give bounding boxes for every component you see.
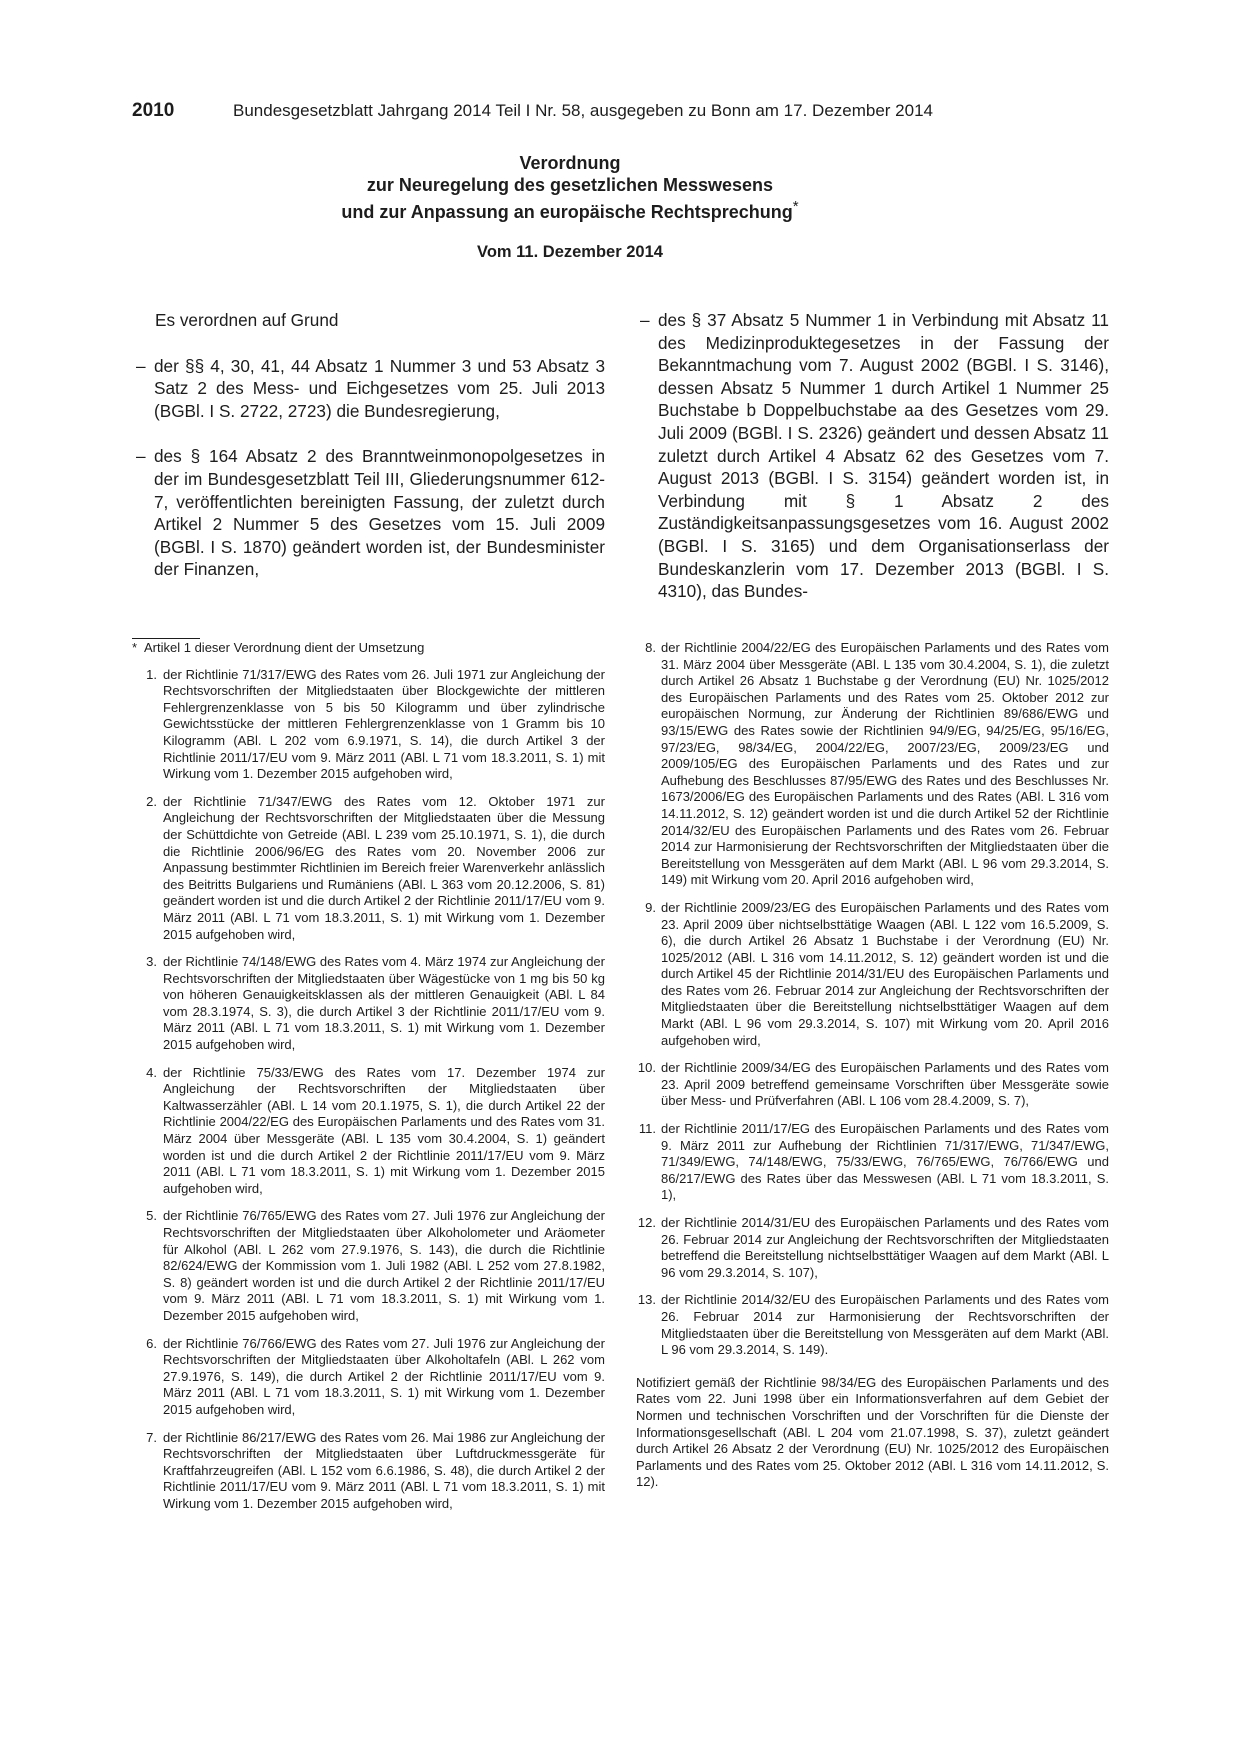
footnote-item: [636, 1060, 1109, 1110]
footnote-item: [132, 667, 605, 783]
footnote-item-number: 2.: [146, 793, 157, 809]
footnote-item-text: der Richtlinie 2014/32/EU des Europäischen Parlaments und des Rates vom 26. Februar 2014 zur Harmonisierung der Rechtsvorschriften der Mitgliedstaaten über die Bereitstellung von Messgeräten auf dem Markt (ABl. L 96 vom 29.3.2014, S. 149).: [661, 1292, 1109, 1358]
footnote-item: [132, 1430, 605, 1513]
body-column-right: [636, 309, 1109, 626]
legal-basis-item: [636, 309, 1109, 603]
legal-basis-text: der §§ 4, 30, 41, 44 Absatz 1 Nummer 3 und 53 Absatz 3 Satz 2 des Mess- und Eichgesetzes vom 25. Juli 2013 (BGBl. I S. 2722, 2723) die Bundesregierung,: [154, 355, 605, 421]
footnote-item: [636, 1215, 1109, 1281]
footnote-item: [636, 1121, 1109, 1204]
footnote-item-number: 1.: [146, 666, 157, 682]
footnote-marker: *: [132, 640, 138, 655]
legal-basis-item: [132, 445, 605, 581]
footnote-intro-text: Artikel 1 dieser Verordnung dient der Umsetzung: [144, 640, 425, 655]
legal-basis-text: des § 37 Absatz 5 Nummer 1 in Verbindung mit Absatz 11 des Medizinproduktegesetzes in der Fassung der Bekanntmachung vom 7. August 2002 (BGBl. I S. 3146), dessen Absatz 5 Nummer 1 durch Artikel 1 Nummer 25 Buchstabe b Doppelbuchstabe aa des Gesetzes vom 29. Juli 2009 (BGBl. I S. 2326) geändert und dessen Absatz 11 zuletzt durch Artikel 4 Absatz 62 des Gesetzes vom 7. August 2013 (BGBl. I S. 3154) geändert worden ist, in Verbindung mit § 1 Absatz 2 des Zuständigkeitsanpassungsgesetzes vom 16. August 2002 (BGBl. I S. 3165) und dem Organisationserlass der Bundeskanzlerin vom 17. Dezember 2013 (BGBl. I S. 4310), das Bundes-: [658, 310, 1109, 602]
document-date: Vom 11. Dezember 2014: [477, 243, 663, 261]
footnote-item: [636, 640, 1109, 889]
footnote-item-text: der Richtlinie 2004/22/EG des Europäischen Parlaments und des Rates vom 31. März 2004 über Messgeräte (ABl. L 135 vom 30.4.2004, S. 1), die zuletzt durch Artikel 26 Absatz 1 Buchstabe g der Verordnung (EU) Nr. 1025/2012 des Europäischen Parlaments und des Rates vom 25. Oktober 2012 zur europäischen Normung, zur Änderung der Richtlinien 89/686/EWG und 93/15/EWG des Rates sowie der Richtlinien 94/9/EG, 94/25/EG, 95/16/EG, 97/23/EG, 98/34/EG, 2004/22/EG, 2007/23/EG, 2009/23/EG und 2009/105/EG des Europäischen Parlaments und des Rates und zur Aufhebung des Beschlusses 87/95/EWG des Rates und des Beschlusses Nr. 1673/2006/EG des Europäischen Parlaments und des Rates (ABl. L 316 vom 14.11.2012, S. 12) geändert worden ist und die durch Artikel 52 der Richtlinie 2014/32/EU des Europäischen Parlaments und des Rates vom 26. Februar 2014 zur Harmonisierung der Rechtsvorschriften der Mitgliedstaaten über die Bereitstellung von Messgeräten auf dem Markt (ABl. L 96 vom 29.3.2014, S. 149) mit Wirkung vom 20. April 2016 aufgehoben wird,: [661, 640, 1109, 888]
body-column-left: [132, 309, 605, 604]
footnote-item-number: 3.: [146, 954, 157, 970]
footnote-item-number: 11.: [638, 1121, 656, 1137]
footnote-item-text: der Richtlinie 76/766/EWG des Rates vom 27. Juli 1976 zur Angleichung der Rechtsvorschriften der Mitgliedstaaten über Alkoholtafeln (ABl. L 262 vom 27.9.1976, S. 149), die durch Artikel 2 der Richtlinie 2011/17/EU vom 9. März 2011 (ABl. L 71 vom 18.3.2011, S. 1) mit Wirkung vom 1. Dezember 2015 aufgehoben wird,: [163, 1335, 605, 1417]
footnote-item: [636, 900, 1109, 1049]
footnote-item-number: 7.: [146, 1429, 157, 1445]
footnote-item: [132, 954, 605, 1054]
dash-marker: –: [136, 446, 146, 467]
footnotes-column-left: [132, 640, 605, 1524]
dash-marker: –: [640, 310, 650, 330]
title-line-2: zur Neuregelung des gesetzlichen Messwesens: [366, 175, 774, 195]
footnote-item-text: der Richtlinie 71/317/EWG des Rates vom 26. Juli 1971 zur Angleichung der Rechtsvorschriften der Mitgliedstaaten über Blockgewichte der mittleren Fehlergrenzenklasse von 5 bis 50 Kilogramm und über zylindrische Gewichtsstücke der mittleren Fehlergrenzenklasse von 1 Gramm bis 10 Kilogramm (ABl. L 202 vom 6.9.1971, S. 14), die durch Artikel 3 der Richtlinie 2011/17/EU vom 9. März 2011 (ABl. L 71 vom 18.3.2011, S. 1) mit Wirkung vom 1. Dezember 2015 aufgehoben wird,: [163, 666, 605, 782]
footnote-item-text: der Richtlinie 71/347/EWG des Rates vom 12. Oktober 1971 zur Angleichung der Rechtsvorschriften der Mitgliedstaaten über die Messung der Schüttdichte von Getreide (ABl. L 239 vom 25.10.1971, S. 1), die durch die Richtlinie 2006/96/EG des Rates vom 20. November 2006 zur Anpassung bestimmter Richtlinien im Bereich freier Warenverkehr anlässlich des Beitritts Bulgariens und Rumäniens (ABl. L 363 vom 20.12.2006, S. 81) geändert worden ist und die durch Artikel 2 der Richtlinie 2011/17/EU vom 9. März 2011 (ABl. L 71 vom 18.3.2011, S. 1) mit Wirkung vom 1. Dezember 2015 aufgehoben wird,: [163, 793, 605, 942]
footnote-item: [132, 1065, 605, 1198]
page-header: [132, 100, 1008, 126]
footnote-item: [132, 794, 605, 943]
document-title: [132, 152, 1008, 223]
footnote-item-text: der Richtlinie 75/33/EWG des Rates vom 17. Dezember 1974 zur Angleichung der Rechtsvorschriften der Mitgliedstaaten über Kaltwasserzähler (ABl. L 14 vom 20.1.1975, S. 1), die durch Artikel 22 der Richtlinie 2004/22/EG des Europäischen Parlaments und des Rates vom 31. März 2004 über Messgeräte (ABl. L 135 vom 30.4.2004, S. 1) geändert worden ist und die durch Artikel 2 der Richtlinie 2011/17/EU vom 9. März 2011 (ABl. L 71 vom 18.3.2011, S. 1) mit Wirkung vom 1. Dezember 2015 aufgehoben wird,: [163, 1064, 605, 1196]
footnote-item-number: 5.: [146, 1208, 157, 1224]
footnote-item-text: der Richtlinie 2009/34/EG des Europäischen Parlaments und des Rates vom 23. April 2009 betreffend gemeinsame Vorschriften über Messgeräte sowie über Mess- und Prüfverfahren (ABl. L 106 vom 28.4.2009, S. 7),: [661, 1060, 1109, 1109]
legal-basis-item: [132, 355, 605, 423]
footnote-intro: [132, 640, 605, 657]
footnote-item-text: der Richtlinie 2011/17/EG des Europäischen Parlaments und des Rates vom 9. März 2011 zur Aufhebung der Richtlinien 71/317/EWG, 71/347/EWG, 71/349/EWG, 74/148/EWG, 75/33/EWG, 76/765/EWG, 76/766/EWG und 86/217/EWG des Rates über das Messwesen (ABl. L 71 vom 18.3.2011, S. 1),: [661, 1121, 1109, 1203]
footnote-divider: [132, 638, 200, 639]
footnote-item-number: 4.: [146, 1064, 157, 1080]
title-line-1: Verordnung: [519, 153, 621, 173]
footnote-item-text: der Richtlinie 2014/31/EU des Europäischen Parlaments und des Rates vom 26. Februar 2014 zur Angleichung der Rechtsvorschriften der Mitgliedstaaten betreffend die Bereitstellung nichtselbsttätiger Waagen auf dem Markt (ABl. L 96 vom 29.3.2014, S. 107),: [661, 1215, 1109, 1280]
footnote-item-number: 8.: [645, 640, 656, 655]
footnote-item-number: 13.: [637, 1292, 656, 1308]
footnote-item-number: 10.: [637, 1060, 656, 1076]
page-number: 2010: [132, 100, 175, 121]
preamble-intro: Es verordnen auf Grund: [155, 310, 339, 330]
footnotes-column-right: [636, 640, 1109, 1504]
footnote-item-text: der Richtlinie 76/765/EWG des Rates vom 27. Juli 1976 zur Angleichung der Rechtsvorschriften der Mitgliedstaaten über Alkoholometer und Aräometer für Alkohol (ABl. L 262 vom 27.9.1976, S. 143), die durch die Richtlinie 82/624/EWG der Kommission vom 1. Juli 1982 (ABl. L 252 vom 27.8.1982, S. 8) geändert worden ist und die durch Artikel 2 der Richtlinie 2011/17/EU vom 9. März 2011 (ABl. L 71 vom 18.3.2011, S. 1) mit Wirkung vom 1. Dezember 2015 aufgehoben wird,: [163, 1208, 605, 1323]
footnote-item: [636, 1292, 1109, 1358]
notification-note: Notifiziert gemäß der Richtlinie 98/34/EG des Europäischen Parlaments und des Rates vom 22. Juni 1998 über ein Informationsverfahren auf dem Gebiet der Normen und technischen Vorschriften und der Vorschriften für die Dienste der Informationsgesellschaft (ABl. L 204 vom 21.07.1998, S. 37), zuletzt geändert durch Artikel 26 Absatz 2 der Verordnung (EU) Nr. 1025/2012 des Europäischen Parlaments und des Rates vom 25. Oktober 2012 (ABl. L 316 vom 14.11.2012, S. 12).: [636, 1374, 1109, 1490]
footnote-item-text: der Richtlinie 2009/23/EG des Europäischen Parlaments und des Rates vom 23. April 2009 über nichtselbsttätige Waagen (ABl. L 122 vom 16.5.2009, S. 6), die durch Artikel 26 Absatz 1 Buchstabe i der Verordnung (EU) Nr. 1025/2012 (ABl. L 316 vom 14.11.2012, S. 12) geändert worden ist und die durch Artikel 45 der Richtlinie 2014/31/EU des Europäischen Parlaments und des Rates vom 26. Februar 2014 zur Angleichung der Rechtsvorschriften der Mitgliedstaaten über die Bereitstellung nichtselbsttätiger Waagen auf dem Markt (ABl. L 96 vom 29.3.2014, S. 107) mit Wirkung vom 20. April 2016 aufgehoben wird,: [661, 899, 1109, 1048]
footnote-item-text: der Richtlinie 86/217/EWG des Rates vom 26. Mai 1986 zur Angleichung der Rechtsvorschriften der Mitgliedstaaten über Luftdruckmessgeräte für Kraftfahrzeugreifen (ABl. L 152 vom 6.6.1986, S. 48), die durch Artikel 2 der Richtlinie 2011/17/EU vom 9. März 2011 (ABl. L 71 vom 18.3.2011, S. 1) mit Wirkung vom 1. Dezember 2015 aufgehoben wird,: [163, 1429, 605, 1511]
running-head: Bundesgesetzblatt Jahrgang 2014 Teil I Nr. 58, ausgegeben zu Bonn am 17. Dezember 2014: [233, 101, 933, 120]
footnote-item: [132, 1208, 605, 1324]
title-line-3-text: und zur Anpassung an europäische Rechtsprechung: [341, 202, 793, 222]
footnote-item-text: der Richtlinie 74/148/EWG des Rates vom 4. März 1974 zur Angleichung der Rechtsvorschriften der Mitgliedstaaten über Wägestücke von 1 mg bis 50 kg von höheren Genauigkeitsklassen als der mittleren Genauigkeit (ABl. L 84 vom 28.3.1974, S. 3), die durch Artikel 3 der Richtlinie 2011/17/EU vom 9. März 2011 (ABl. L 71 vom 18.3.2011, S. 1) mit Wirkung vom 1. Dezember 2015 aufgehoben wird,: [163, 954, 605, 1053]
footnote-item: [132, 1336, 605, 1419]
footnote-item-number: 6.: [146, 1335, 157, 1351]
dash-marker: –: [136, 355, 146, 376]
title-footnote-marker: *: [792, 198, 799, 215]
legal-basis-text: des § 164 Absatz 2 des Branntweinmonopolgesetzes in der im Bundesgesetzblatt Teil III, Gliederungsnummer 612-7, veröffentlichten bereinigten Fassung, der zuletzt durch Artikel 2 Nummer 5 des Gesetzes vom 15. Juli 2009 (BGBl. I S. 1870) geändert worden ist, der Bundesminister der Finanzen,: [154, 446, 605, 580]
footnote-item-number: 9.: [645, 899, 656, 915]
footnote-item-number: 12.: [637, 1215, 656, 1230]
title-line-3: [132, 196, 1008, 223]
